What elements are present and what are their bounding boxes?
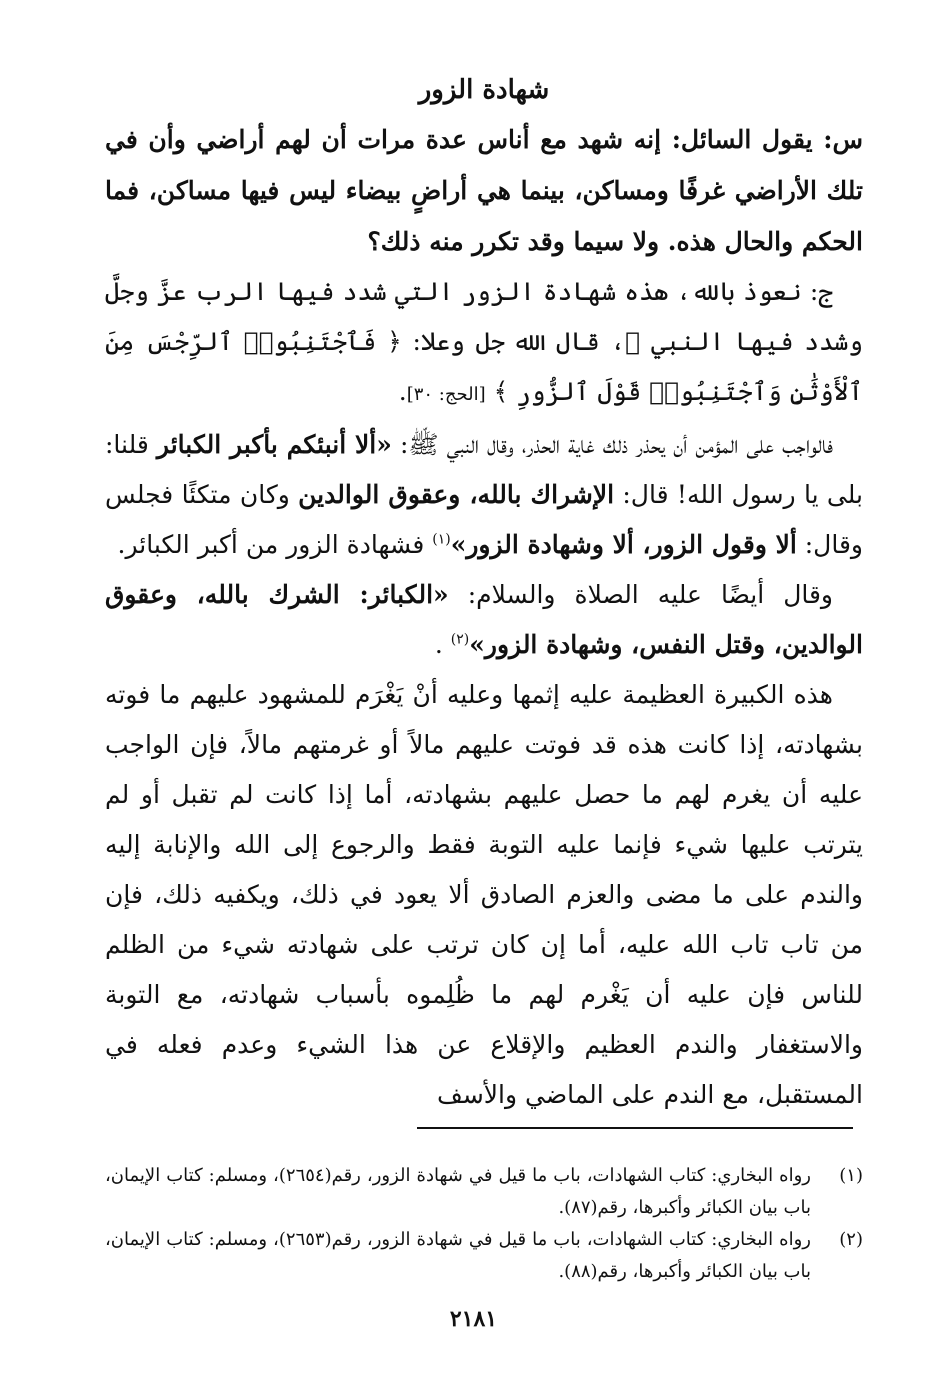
answer-intro: ج: نعوذ بالله، هذه شهادة الزور التي شدد فيها الرب عزَّ وجلَّ وشدد فيها النبي ﷺ، قال الله جل وعلا: [105, 277, 863, 356]
footnote-text: رواه البخاري: كتاب الشهادات، باب ما قيل في شهادة الزور، رقم(٢٦٥٤)، ومسلم: كتاب الإيمان، باب بيان الكبائر وأكبرها، رقم(٨٧). [105, 1165, 811, 1218]
hadith-paragraph-2 [105, 570, 863, 670]
footnote-number: (٢) [839, 1229, 863, 1250]
para2-text-4: فشهادة الزور من أكبر الكبائر. [117, 530, 433, 559]
footnote-1 [105, 1160, 863, 1224]
para3-text-2: . [434, 630, 451, 659]
para2-bold-3: ألا وقول الزور، ألا وشهادة الزور» [450, 530, 797, 559]
ruling-paragraph: هذه الكبيرة العظيمة عليه إثمها وعليه أنْ يَغْرَم للمشهود عليهم ما فوته بشهادته، إذا كانت هذه قد فوتت عليهم مالاً أو غرمتهم مالاً، فإن الواجب عليه أن يغرم لهم ما حصل عليهم بشهادته، أما إذا كانت لم تقبل أو لم يترتب عليها شيء فإنما عليه التوبة فقط والرجوع إلى الله والإنابة إليه والندم على ما مضى والعزم الصادق ألا يعود في ذلك، ويكفيه ذلك، فإن من تاب تاب الله عليه، أما إن كان ترتب على شهادته شيء من الظلم للناس فإن عليه أن يَغْرم لهم ما ظُلِموه بأسباب شهادته، مع التوبة والاستغفار والندم العظيم والإقلاع عن هذا الشيء وعدم فعله في المستقبل، مع الندم على الماضي والأسف [105, 680, 863, 1109]
answer-paragraph [105, 267, 863, 420]
verse-reference: [الحج: ٣٠] [406, 384, 486, 405]
page-number: ٢١٨١ [449, 1306, 498, 1332]
footnote-text: رواه البخاري: كتاب الشهادات، باب ما قيل في شهادة الزور، رقم(٢٦٥٣)، ومسلم: كتاب الإيمان، باب بيان الكبائر وأكبرها، رقم(٨٨). [105, 1229, 811, 1282]
page-body [105, 70, 863, 1120]
para2-text-3: وكان متكئًا فجلس وقال: [105, 480, 863, 559]
footnote-marker-1[interactable]: (١) [432, 531, 451, 548]
para3-text-1: وقال أيضًا عليه الصلاة والسلام: [448, 580, 833, 609]
page-title: شهادة الزور [418, 75, 550, 105]
para2-text-2: قلنا: بلى يا رسول الله! قال: [105, 430, 863, 509]
para3-bold-1: «الكبائر: الشرك بالله، وعقوق الوالدين، وقتل النفس، وشهادة الزور» [105, 580, 863, 659]
para2-bold-1: «ألا أنبئكم بأكبر الكبائر [156, 430, 392, 459]
footnote-number: (١) [839, 1165, 863, 1186]
answer-intro-end: . [398, 377, 407, 406]
footnote-marker-2[interactable]: (٢) [450, 631, 470, 648]
footnote-2 [105, 1224, 863, 1288]
question-paragraph: س: يقول السائل: إنه شهد مع أناس عدة مرات أن لهم أراضي وأن في تلك الأراضي غرفًا ومساكن، بينما هي أراضٍ بيضاء ليس فيها مساكن، فما الحكم والحال هذه. ولا سيما وقد تكرر منه ذلك؟ [105, 125, 863, 256]
hadith-paragraph-1 [105, 420, 863, 570]
para2-text-1: فالواجب على المؤمن أن يحذر ذلك غاية الحذر، وقال النبي ﷺ: [391, 430, 833, 459]
para2-bold-2: الإشراك بالله، وعقوق الوالدين [298, 480, 615, 509]
footnotes [105, 1160, 863, 1288]
quran-verse: ﴿ فَٱجْتَنِبُوا۟ ٱلرِّجْسَ مِنَ ٱلْأَوْثَٰنِ وَٱجْتَنِبُوا۟ قَوْلَ ٱلزُّورِ ﴾ [105, 327, 863, 406]
footnote-divider [417, 1127, 853, 1129]
